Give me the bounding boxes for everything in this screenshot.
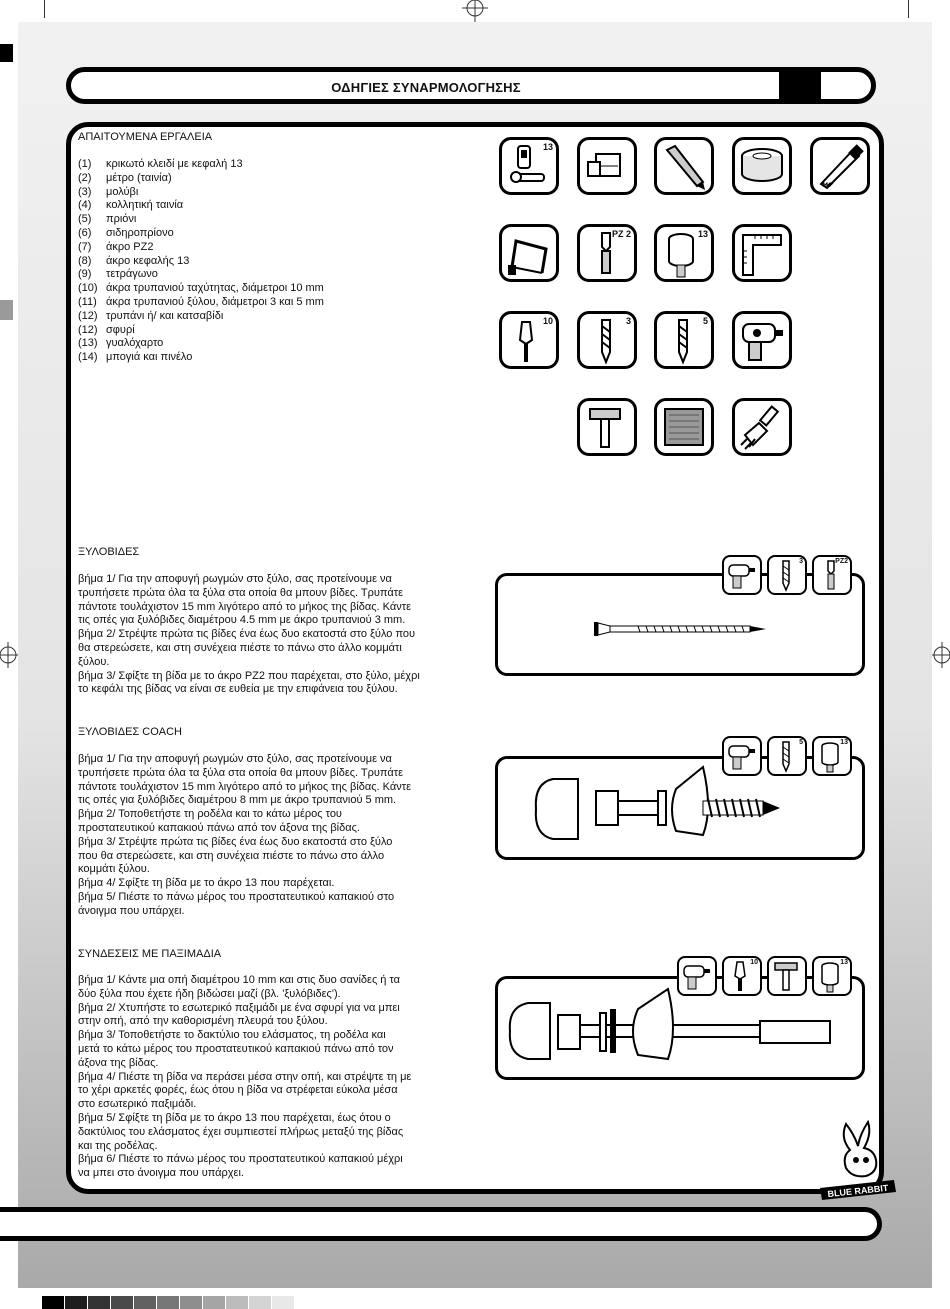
hammer-icon (577, 398, 637, 456)
paintbrush-icon (732, 398, 792, 456)
hacksaw-icon (499, 224, 559, 282)
drill-tool-icon (722, 736, 762, 776)
tools-list (78, 158, 324, 365)
header-bar (66, 67, 876, 104)
footer-bar (0, 1207, 882, 1241)
svg-text:BLUE RABBIT: BLUE RABBIT (827, 1182, 889, 1200)
registration-mark (460, 0, 490, 22)
saw-icon (810, 137, 870, 195)
spade-bit-10-icon: 10 (499, 311, 559, 369)
list-item: (6) σιδηροπρίονο (78, 226, 174, 239)
pencil-icon (654, 137, 714, 195)
list-item: (12) τρυπάνι ή/ και κατσαβίδι (78, 309, 224, 322)
coach-screw-diagram (495, 756, 865, 860)
blue-rabbit-logo (816, 1120, 900, 1200)
section-heading-nut-joints: ΣΥΝΔΕΣΕΙΣ ΜΕ ΠΑΞΙΜΑΔΙΑ (78, 948, 222, 960)
adhesive-tape-icon (732, 137, 792, 195)
list-item: (11) άκρα τρυπανιού ξύλου, διάμετροι 3 και 5 mm (78, 295, 324, 308)
list-item: (10) άκρα τρυπανιού ταχύτητας, διάμετροι 10 mm (78, 282, 324, 295)
list-item: (5) πριόνι (78, 213, 137, 226)
socket-icon: 13 (812, 736, 852, 776)
pz2-bit-icon: PZ 2 (577, 224, 637, 282)
drill-bit-3-icon: 3 (577, 311, 637, 369)
sandpaper-icon (654, 398, 714, 456)
section-text-coach-screws: βήμα 1/ Για την αποφυγή ρωγμών στο ξύλο, σας προτείνουμε να τρυπήσετε πρώτα όλα τα ξύλα στα οποία θα μπουν βίδες. Τρυπάτε πάντοτε τουλάχιστον 15 mm λιγότερο από το μήκος της βίδας. Κάντε τις οπές για ξυλόβιδες διαμέτρου 8 mm με άκρο τρυπανιού 5 mm. βήμα 2/ Τοποθετήστε τη ροδέλα και το κάτω μέρος του προστατευτικού καπακιού πάνω από τον άξονα της βίδας. βήμα 3/ Στρέψτε πρώτα τις βίδες ένα έως δυο εκατοστά στο ξύλο που θα στερεώσετε, και στη συνέχεια πιέστε το πάνω στο άλλο κομμάτι ξύλου. βήμα 4/ Σφίξτε τη βίδα με το άκρο 13 που παρέχεται. βήμα 5/ Πιέστε το πάνω μέρος του προστατευτικού καπακιού στο άνοιγμα που υπάρχει. (78, 753, 411, 917)
list-item: (8) άκρο κεφαλής 13 (78, 254, 190, 267)
list-item: (3) μολύβι (78, 185, 139, 198)
crop-mark (44, 0, 45, 18)
side-color-mark (0, 44, 13, 62)
list-item: (9) τετράγωνο (78, 268, 158, 281)
registration-mark (0, 640, 20, 670)
wood-screw-diagram (495, 573, 865, 676)
square-icon (732, 224, 792, 282)
section-text-wood-screws: βήμα 1/ Για την αποφυγή ρωγμών στο ξύλο, σας προτείνουμε να τρυπήσετε πρώτα όλα τα ξύλα στα οποία θα μπουν βίδες. Τρυπάτε πάντοτε τουλάχιστον 15 mm λιγότερο από το μήκος της βίδας. Κάντε τις οπές για ξυλόβιδες διαμέτρου 4.5 mm με άκρο τρυπανιού 3 mm. βήμα 2/ Στρέψτε πρώτα τις βίδες ένα έως δυο εκατοστά στο ξύλο που θα στερεώσετε, και στη συνέχεια πιέστε το πάνω στο άλλο κομμάτι ξύλου. βήμα 3/ Σφίξτε τη βίδα με το άκρο PZ2 που παρέχεται, στο ξύλο, μέχρι το κεφάλι της βίδας να είναι σε ευθεία με την επιφάνεια του ξύλου. (78, 573, 420, 696)
power-drill-icon (732, 311, 792, 369)
page-title: ΟΔΗΓΙΕΣ ΣΥΝΑΡΜΟΛΟΓΗΣΗΣ (331, 80, 521, 95)
list-item: (12) σφυρί (78, 323, 135, 336)
section-text-nut-joints: βήμα 1/ Κάντε μια οπή διαμέτρου 10 mm και στις δυο σανίδες ή τα δύο ξύλα που έχετε ήδη βιδώσει μαζί (βλ. 'ξυλόβιδες'). βήμα 2/ Χτυπήστε το εσωτερικό παξιμάδι με ένα σφυρί για να μπει στην οπή, από την καθορισμένη πλευρά του ξύλου. βήμα 3/ Τοποθετήστε το δακτύλιο του ελάσματος, τη ροδέλα και μετά το κάτω μέρος του προστατευτικού καπακιού πάνω από τον άξονα της βίδας. βήμα 4/ Πιέστε τη βίδα να περάσει μέσα στην οπή, και στρέψτε τη με το χέρι αρκετές φορές, έως ότου η βίδα να στρέφεται εύκολα μέσα στο εσωτερικό παξιμάδι. βήμα 5/ Σφίξτε τη βίδα με το άκρο 13 που παρέχεται, έως ότου ο δακτύλιος του ελάσματος έχει συμπιεστεί πλήρως μεταξύ της βίδας και της ροδέλας. βήμα 6/ Πιέστε το πάνω μέρος του προστατευτικού καπακιού μέχρι να μπει στο άνοιγμα που υπάρχει. (78, 974, 412, 1180)
tape-measure-icon (577, 137, 637, 195)
drill-bit-icon: 5 (767, 736, 807, 776)
list-item: (1) κρικωτό κλειδί με κεφαλή 13 (78, 158, 243, 170)
drill-tool-icon (722, 555, 762, 595)
drill-bit-icon: 3 (767, 555, 807, 595)
header-black-tab (779, 67, 821, 104)
drill-bit-5-icon: 5 (654, 311, 714, 369)
list-item: (13) γυαλόχαρτο (78, 337, 164, 350)
socket-icon: 13 (812, 956, 852, 996)
tools-heading: ΑΠΑΙΤΟΥΜΕΝΑ ΕΡΓΑΛΕΙΑ (78, 131, 213, 143)
socket-13-icon: 13 (654, 224, 714, 282)
section-heading-coach-screws: ΞΥΛΟΒΙΔΕΣ COACH (78, 726, 183, 738)
registration-mark (930, 640, 950, 670)
section-heading-wood-screws: ΞΥΛΟΒΙΔΕΣ (78, 546, 140, 558)
hammer-icon (767, 956, 807, 996)
crop-mark (908, 0, 909, 18)
color-swatch-strip (42, 1296, 295, 1309)
spade-bit-icon: 10 (722, 956, 762, 996)
list-item: (14) μπογιά και πινέλο (78, 351, 193, 364)
list-item: (2) μέτρο (ταινία) (78, 171, 172, 184)
list-item: (4) κολλητική ταινία (78, 199, 184, 212)
ring-spanner-icon: 13 (499, 137, 559, 195)
drill-tool-icon (677, 956, 717, 996)
pz2-bit-icon: PZ2 (812, 555, 852, 595)
list-item: (7) άκρο PZ2 (78, 240, 154, 253)
side-gray-mark (0, 300, 13, 320)
